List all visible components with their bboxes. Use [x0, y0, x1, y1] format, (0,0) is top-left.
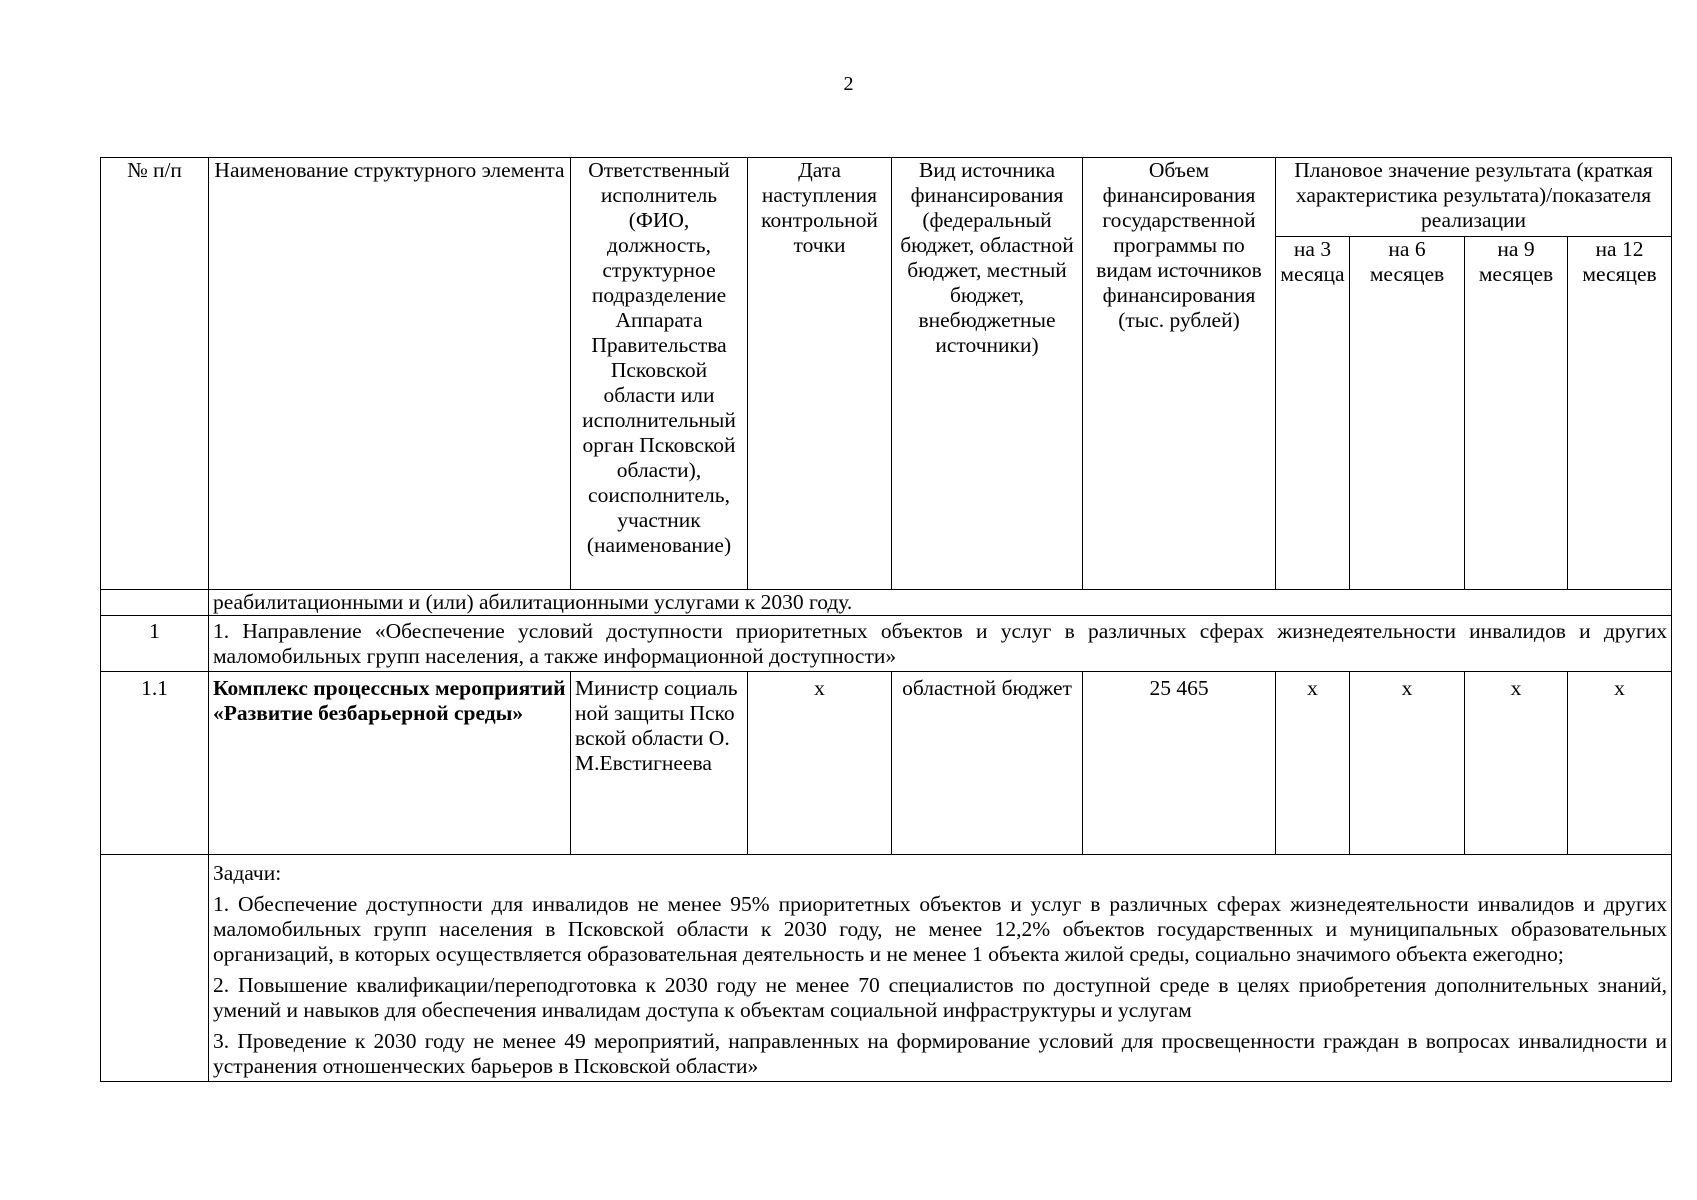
header-6m: на 6 месяцев — [1350, 237, 1465, 590]
task-item-2: 2. Повышение квалификации/переподготовка к 2030 году не менее 70 специалистов по доступной среде в целях приобретения дополнительных знаний, умений и навыков для обеспечения инвалидам доступа к объектам социальной инфраструктуры и услугам — [213, 973, 1668, 1022]
continuation-text: реабилитационными и (или) абилитационными услугами к 2030 году. — [209, 590, 1672, 616]
tasks-cell — [209, 855, 1672, 1082]
complex-num: 1.1 — [101, 672, 209, 855]
complex-date: x — [748, 672, 892, 855]
plan-table — [100, 157, 1672, 1082]
header-date: Дата наступления контрольной точки — [748, 158, 892, 590]
header-num: № п/п — [101, 158, 209, 590]
header-name: Наименование структурного элемента — [209, 158, 571, 590]
direction-text: 1. Направление «Обеспечение условий доступности приоритетных объектов и услуг в различных сферах жизнедеятельности инвалидов и других маломобильных групп населения, а также информационной доступности» — [209, 616, 1672, 672]
header-row — [101, 158, 1672, 237]
continuation-num — [101, 590, 209, 616]
continuation-row — [101, 590, 1672, 616]
complex-9m: x — [1465, 672, 1568, 855]
header-plan: Плановое значение результата (краткая характеристика результата)/показателя реализации — [1276, 158, 1672, 237]
complex-source: областной бюджет — [892, 672, 1083, 855]
header-responsible: Ответственный исполнитель (ФИО, должность, структурное подразделение Аппарата Правительства Псковской области или исполнительный орган Псковской области), соисполнитель, участник (наименование) — [571, 158, 748, 590]
task-item-3: 3. Проведение к 2030 году не менее 49 мероприятий, направленных на формирование условий для просвещенности граждан в вопросах инвалидности и устранения отношенческих барьеров в Псковской области» — [213, 1029, 1668, 1078]
complex-6m: x — [1350, 672, 1465, 855]
direction-row — [101, 616, 1672, 672]
header-3m: на 3 месяца — [1276, 237, 1350, 590]
tasks-row — [101, 855, 1672, 1082]
complex-3m: x — [1276, 672, 1350, 855]
header-12m: на 12 месяцев — [1568, 237, 1672, 590]
complex-responsible: Министр социальной защиты Псковской области О.М.Евстигнеева — [571, 672, 748, 855]
complex-name: Комплекс процессных мероприятий «Развитие безбарьерной среды» — [209, 672, 571, 855]
tasks-num — [101, 855, 209, 1082]
page-number: 2 — [843, 73, 854, 95]
task-item-1: 1. Обеспечение доступности для инвалидов не менее 95% приоритетных объектов и услуг в различных сферах жизнедеятельности инвалидов и других маломобильных групп населения в Псковской области к 2030 году, не менее 12,2% объектов государственных и муниципальных образовательных организаций, в которых осуществляется образовательная деятельность и не менее 1 объекта жилой среды, социально значимого объекта ежегодно; — [213, 892, 1668, 966]
header-volume: Объем финансирования государственной программы по видам источников финансирования (тыс. рублей) — [1083, 158, 1276, 590]
tasks-title: Задачи: — [213, 861, 282, 885]
header-source: Вид источника финансирования (федеральный бюджет, областной бюджет, местный бюджет, внебюджетные источники) — [892, 158, 1083, 590]
complex-volume: 25 465 — [1083, 672, 1276, 855]
complex-12m: x — [1568, 672, 1672, 855]
direction-num: 1 — [101, 616, 209, 672]
header-9m: на 9 месяцев — [1465, 237, 1568, 590]
complex-row — [101, 672, 1672, 855]
